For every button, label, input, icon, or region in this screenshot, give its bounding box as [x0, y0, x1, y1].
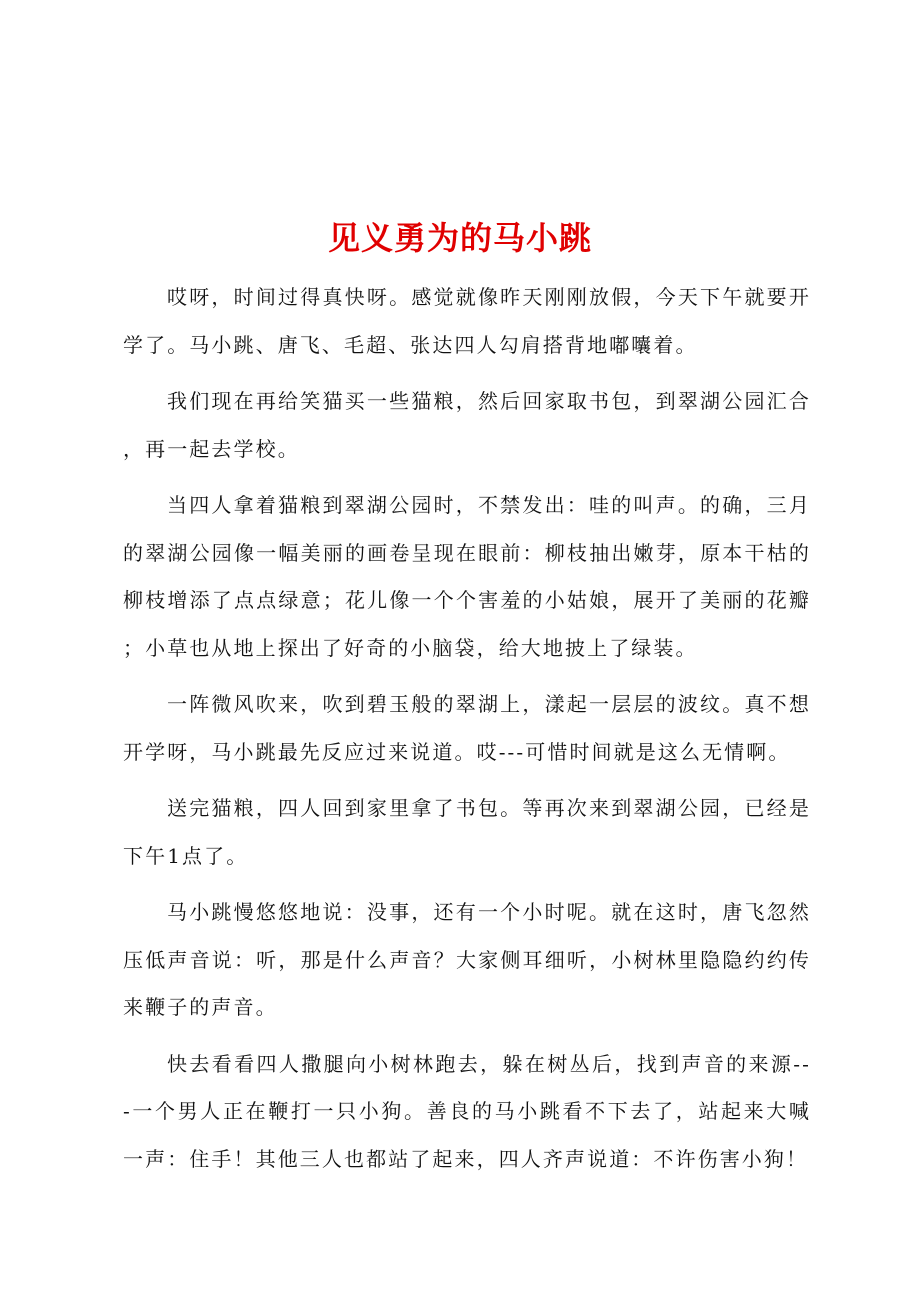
paragraph: 当四人拿着猫粮到翠湖公园时，不禁发出：哇的叫声。的确，三月的翠湖公园像一幅美丽的画卷呈现在眼前：柳枝抽出嫩芽，原本干枯的柳枝增添了点点绿意；花儿像一个个害羞的小姑娘，展开了美丽的花瓣；小草也从地上探出了好奇的小脑袋，给大地披上了绿装。: [123, 493, 811, 660]
paragraph: 一阵微风吹来，吹到碧玉般的翠湖上，漾起一层层的波纹。真不想开学呀，马小跳最先反应过来说道。哎---可惜时间就是这么无情啊。: [123, 692, 811, 764]
paragraph: 我们现在再给笑猫买一些猫粮，然后回家取书包，到翠湖公园汇合，再一起去学校。: [123, 389, 811, 461]
paragraph: 送完猫粮，四人回到家里拿了书包。等再次来到翠湖公园，已经是下午1点了。: [123, 796, 811, 868]
document-body: [123, 274, 811, 1192]
paragraph: 马小跳慢悠悠地说：没事，还有一个小时呢。就在这时，唐飞忽然压低声音说：听，那是什么声音？大家侧耳细听，小树林里隐隐约约传来鞭子的声音。: [123, 900, 811, 1019]
document-title: 见义勇为的马小跳: [327, 219, 592, 258]
paragraph: 哎呀，时间过得真快呀。感觉就像昨天刚刚放假，今天下午就要开学了。马小跳、唐飞、毛超、张达四人勾肩搭背地嘟囔着。: [123, 285, 811, 357]
paragraph: 快去看看四人撒腿向小树林跑去，躲在树丛后，找到声音的来源---一个男人正在鞭打一只小狗。善良的马小跳看不下去了，站起来大喊一声：住手！其他三人也都站了起来，四人齐声说道：不许伤害小狗！: [123, 1051, 811, 1171]
